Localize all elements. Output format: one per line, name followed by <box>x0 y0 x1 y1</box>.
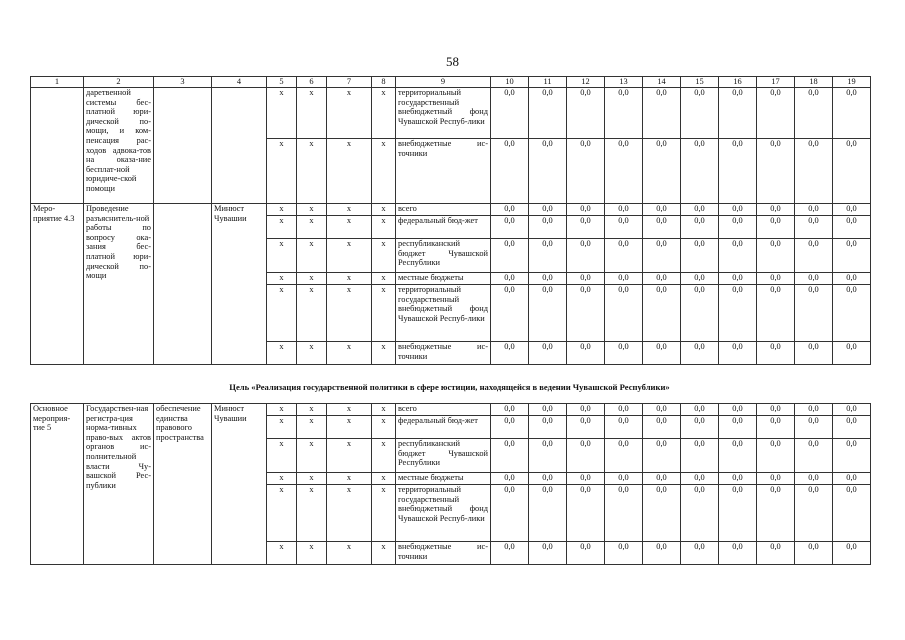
value-cell: 0,0 <box>491 285 529 342</box>
funding-source: внебюджетные ис-точники <box>396 542 491 565</box>
value-cell: 0,0 <box>795 273 833 285</box>
funding-source: территориальный государственный внебюджетный фонд Чувашской Респуб-лики <box>396 88 491 139</box>
value-cell: 0,0 <box>833 342 871 365</box>
value-cell: 0,0 <box>833 216 871 239</box>
mark-cell: х <box>267 139 297 204</box>
value-cell: 0,0 <box>643 216 681 239</box>
value-cell: 0,0 <box>719 342 757 365</box>
value-cell: 0,0 <box>833 439 871 473</box>
value-cell: 0,0 <box>643 416 681 439</box>
header-cell: 3 <box>154 77 212 88</box>
value-cell: 0,0 <box>567 239 605 273</box>
value-cell: 0,0 <box>795 485 833 542</box>
value-cell: 0,0 <box>567 285 605 342</box>
value-cell: 0,0 <box>643 473 681 485</box>
mark-cell: х <box>372 473 396 485</box>
value-cell: 0,0 <box>719 216 757 239</box>
header-cell: 15 <box>681 77 719 88</box>
mark-cell: х <box>297 204 327 216</box>
value-cell: 0,0 <box>605 404 643 416</box>
page-number: 58 <box>446 54 459 69</box>
value-cell: 0,0 <box>757 439 795 473</box>
mark-cell: х <box>297 139 327 204</box>
value-cell: 0,0 <box>605 485 643 542</box>
mark-cell: х <box>297 239 327 273</box>
value-cell: 0,0 <box>795 239 833 273</box>
value-cell: 0,0 <box>491 485 529 542</box>
table-row <box>31 404 871 416</box>
funding-source: всего <box>396 404 491 416</box>
value-cell: 0,0 <box>491 473 529 485</box>
mark-cell: х <box>372 216 396 239</box>
value-cell: 0,0 <box>491 416 529 439</box>
value-cell: 0,0 <box>529 139 567 204</box>
value-cell: 0,0 <box>719 416 757 439</box>
value-cell: 0,0 <box>529 273 567 285</box>
value-cell: 0,0 <box>719 239 757 273</box>
value-cell: 0,0 <box>795 216 833 239</box>
value-cell: 0,0 <box>605 216 643 239</box>
value-cell: 0,0 <box>643 542 681 565</box>
event-number-cell: Основное мероприя-тие 5 <box>31 404 84 565</box>
value-cell: 0,0 <box>795 139 833 204</box>
value-cell: 0,0 <box>643 139 681 204</box>
value-cell: 0,0 <box>795 473 833 485</box>
mark-cell: х <box>327 204 372 216</box>
value-cell: 0,0 <box>833 273 871 285</box>
value-cell: 0,0 <box>681 239 719 273</box>
value-cell: 0,0 <box>757 404 795 416</box>
header-row <box>31 77 871 88</box>
value-cell: 0,0 <box>529 404 567 416</box>
mark-cell: х <box>372 485 396 542</box>
value-cell: 0,0 <box>757 88 795 139</box>
header-cell: 16 <box>719 77 757 88</box>
mark-cell: х <box>297 342 327 365</box>
funding-source: территориальный государственный внебюджетный фонд Чувашской Респуб-лики <box>396 285 491 342</box>
value-cell: 0,0 <box>681 88 719 139</box>
value-cell: 0,0 <box>833 473 871 485</box>
mark-cell: х <box>327 485 372 542</box>
mark-cell: х <box>267 88 297 139</box>
mark-cell: х <box>267 239 297 273</box>
mark-cell: х <box>327 439 372 473</box>
value-cell: 0,0 <box>567 416 605 439</box>
value-cell: 0,0 <box>719 285 757 342</box>
mark-cell: х <box>267 416 297 439</box>
value-cell: 0,0 <box>757 285 795 342</box>
mark-cell: х <box>297 439 327 473</box>
mark-cell: х <box>327 416 372 439</box>
mark-cell: х <box>267 273 297 285</box>
mark-cell: х <box>297 416 327 439</box>
mark-cell: х <box>372 404 396 416</box>
value-cell: 0,0 <box>719 439 757 473</box>
value-cell: 0,0 <box>567 485 605 542</box>
value-cell: 0,0 <box>681 485 719 542</box>
value-cell: 0,0 <box>605 239 643 273</box>
header-cell: 4 <box>212 77 267 88</box>
mark-cell: х <box>327 216 372 239</box>
value-cell: 0,0 <box>567 204 605 216</box>
mark-cell: х <box>372 204 396 216</box>
value-cell: 0,0 <box>491 239 529 273</box>
funding-source: всего <box>396 204 491 216</box>
table-row <box>31 88 871 139</box>
result-cell <box>154 204 212 365</box>
value-cell: 0,0 <box>719 404 757 416</box>
value-cell: 0,0 <box>719 204 757 216</box>
value-cell: 0,0 <box>567 404 605 416</box>
value-cell: 0,0 <box>757 139 795 204</box>
header-cell: 7 <box>327 77 372 88</box>
value-cell: 0,0 <box>757 485 795 542</box>
mark-cell: х <box>297 273 327 285</box>
value-cell: 0,0 <box>491 88 529 139</box>
header-cell: 13 <box>605 77 643 88</box>
value-cell: 0,0 <box>529 239 567 273</box>
value-cell: 0,0 <box>491 204 529 216</box>
mark-cell: х <box>267 285 297 342</box>
value-cell: 0,0 <box>757 416 795 439</box>
value-cell: 0,0 <box>757 342 795 365</box>
value-cell: 0,0 <box>757 273 795 285</box>
executor-cell: Минюст Чувашии <box>212 404 267 565</box>
executor-cell: Минюст Чувашии <box>212 204 267 365</box>
mark-cell: х <box>372 416 396 439</box>
value-cell: 0,0 <box>719 473 757 485</box>
mark-cell: х <box>297 88 327 139</box>
value-cell: 0,0 <box>643 342 681 365</box>
event-name-cell: даретвенной системы бес-платной юри-дической по-мощи, и ком-пенсация рас-ходов адвока-тов на оказа-ние бесплат-ной юридиче-ской помощи <box>84 88 154 204</box>
value-cell: 0,0 <box>529 88 567 139</box>
mark-cell: х <box>327 239 372 273</box>
value-cell: 0,0 <box>833 485 871 542</box>
mark-cell: х <box>297 485 327 542</box>
value-cell: 0,0 <box>643 204 681 216</box>
value-cell: 0,0 <box>833 204 871 216</box>
funding-source: республиканский бюджет Чувашской Республики <box>396 439 491 473</box>
value-cell: 0,0 <box>567 139 605 204</box>
value-cell: 0,0 <box>605 139 643 204</box>
value-cell: 0,0 <box>681 139 719 204</box>
value-cell: 0,0 <box>795 342 833 365</box>
mark-cell: х <box>372 439 396 473</box>
value-cell: 0,0 <box>605 542 643 565</box>
value-cell: 0,0 <box>681 416 719 439</box>
mark-cell: х <box>267 404 297 416</box>
value-cell: 0,0 <box>529 285 567 342</box>
executor-cell <box>212 88 267 204</box>
value-cell: 0,0 <box>605 88 643 139</box>
value-cell: 0,0 <box>567 88 605 139</box>
mark-cell: х <box>327 473 372 485</box>
mark-cell: х <box>327 285 372 342</box>
value-cell: 0,0 <box>605 416 643 439</box>
header-cell: 11 <box>529 77 567 88</box>
value-cell: 0,0 <box>567 216 605 239</box>
header-cell: 9 <box>396 77 491 88</box>
funding-source: внебюджетные ис-точники <box>396 139 491 204</box>
value-cell: 0,0 <box>529 485 567 542</box>
mark-cell: х <box>327 404 372 416</box>
value-cell: 0,0 <box>567 273 605 285</box>
value-cell: 0,0 <box>795 416 833 439</box>
value-cell: 0,0 <box>833 139 871 204</box>
value-cell: 0,0 <box>681 404 719 416</box>
value-cell: 0,0 <box>833 88 871 139</box>
value-cell: 0,0 <box>605 473 643 485</box>
value-cell: 0,0 <box>567 342 605 365</box>
value-cell: 0,0 <box>719 273 757 285</box>
goal-heading: Цель «Реализация государственной политики в сфере юстиции, находящейся в ведении Чувашской Республики» <box>229 382 670 392</box>
funding-source: местные бюджеты <box>396 473 491 485</box>
mark-cell: х <box>327 273 372 285</box>
value-cell: 0,0 <box>795 439 833 473</box>
mark-cell: х <box>372 542 396 565</box>
value-cell: 0,0 <box>681 204 719 216</box>
header-cell: 8 <box>372 77 396 88</box>
funding-source: местные бюджеты <box>396 273 491 285</box>
mark-cell: х <box>327 139 372 204</box>
event-number-cell <box>31 88 84 204</box>
value-cell: 0,0 <box>719 542 757 565</box>
value-cell: 0,0 <box>833 404 871 416</box>
value-cell: 0,0 <box>795 204 833 216</box>
mark-cell: х <box>267 342 297 365</box>
value-cell: 0,0 <box>719 88 757 139</box>
value-cell: 0,0 <box>491 439 529 473</box>
value-cell: 0,0 <box>491 273 529 285</box>
value-cell: 0,0 <box>719 139 757 204</box>
mark-cell: х <box>297 473 327 485</box>
value-cell: 0,0 <box>643 439 681 473</box>
mark-cell: х <box>372 88 396 139</box>
funding-source: федеральный бюд-жет <box>396 216 491 239</box>
mark-cell: х <box>327 88 372 139</box>
value-cell: 0,0 <box>529 473 567 485</box>
program-table-upper <box>30 76 871 365</box>
value-cell: 0,0 <box>795 542 833 565</box>
value-cell: 0,0 <box>529 204 567 216</box>
value-cell: 0,0 <box>605 342 643 365</box>
header-cell: 10 <box>491 77 529 88</box>
mark-cell: х <box>327 542 372 565</box>
value-cell: 0,0 <box>529 416 567 439</box>
mark-cell: х <box>327 342 372 365</box>
value-cell: 0,0 <box>605 273 643 285</box>
value-cell: 0,0 <box>491 404 529 416</box>
funding-source: внебюджетные ис-точники <box>396 342 491 365</box>
value-cell: 0,0 <box>681 542 719 565</box>
header-cell: 18 <box>795 77 833 88</box>
value-cell: 0,0 <box>605 204 643 216</box>
value-cell: 0,0 <box>833 285 871 342</box>
mark-cell: х <box>267 473 297 485</box>
value-cell: 0,0 <box>681 216 719 239</box>
value-cell: 0,0 <box>643 485 681 542</box>
value-cell: 0,0 <box>605 285 643 342</box>
value-cell: 0,0 <box>719 485 757 542</box>
value-cell: 0,0 <box>643 239 681 273</box>
mark-cell: х <box>372 273 396 285</box>
funding-source: республиканский бюджет Чувашской Республики <box>396 239 491 273</box>
header-cell: 2 <box>84 77 154 88</box>
value-cell: 0,0 <box>529 542 567 565</box>
result-cell <box>154 88 212 204</box>
value-cell: 0,0 <box>795 88 833 139</box>
value-cell: 0,0 <box>681 285 719 342</box>
value-cell: 0,0 <box>681 273 719 285</box>
header-cell: 12 <box>567 77 605 88</box>
header-cell: 19 <box>833 77 871 88</box>
value-cell: 0,0 <box>491 542 529 565</box>
header-cell: 1 <box>31 77 84 88</box>
value-cell: 0,0 <box>757 473 795 485</box>
value-cell: 0,0 <box>529 216 567 239</box>
value-cell: 0,0 <box>643 273 681 285</box>
value-cell: 0,0 <box>757 542 795 565</box>
value-cell: 0,0 <box>757 216 795 239</box>
value-cell: 0,0 <box>643 88 681 139</box>
mark-cell: х <box>372 342 396 365</box>
mark-cell: х <box>372 239 396 273</box>
mark-cell: х <box>297 216 327 239</box>
funding-source: территориальный государственный внебюджетный фонд Чувашской Респуб-лики <box>396 485 491 542</box>
value-cell: 0,0 <box>757 204 795 216</box>
mark-cell: х <box>372 139 396 204</box>
value-cell: 0,0 <box>605 439 643 473</box>
funding-source: федеральный бюд-жет <box>396 416 491 439</box>
value-cell: 0,0 <box>529 342 567 365</box>
value-cell: 0,0 <box>643 285 681 342</box>
value-cell: 0,0 <box>491 216 529 239</box>
header-cell: 6 <box>297 77 327 88</box>
header-cell: 5 <box>267 77 297 88</box>
mark-cell: х <box>297 542 327 565</box>
value-cell: 0,0 <box>529 439 567 473</box>
mark-cell: х <box>297 285 327 342</box>
event-name-cell: Государствен-ная регистра-ция норма-тивных право-вых актов органов ис-полнительной власти Чу-вашской Рес-публики <box>84 404 154 565</box>
mark-cell: х <box>297 404 327 416</box>
mark-cell: х <box>372 285 396 342</box>
mark-cell: х <box>267 542 297 565</box>
value-cell: 0,0 <box>491 342 529 365</box>
value-cell: 0,0 <box>833 239 871 273</box>
value-cell: 0,0 <box>567 439 605 473</box>
value-cell: 0,0 <box>681 439 719 473</box>
value-cell: 0,0 <box>795 285 833 342</box>
event-number-cell: Меро-приятие 4.3 <box>31 204 84 365</box>
value-cell: 0,0 <box>567 542 605 565</box>
value-cell: 0,0 <box>491 139 529 204</box>
value-cell: 0,0 <box>567 473 605 485</box>
value-cell: 0,0 <box>833 416 871 439</box>
mark-cell: х <box>267 439 297 473</box>
table-row <box>31 204 871 216</box>
value-cell: 0,0 <box>833 542 871 565</box>
program-table-lower <box>30 403 871 565</box>
header-cell: 14 <box>643 77 681 88</box>
header-cell: 17 <box>757 77 795 88</box>
value-cell: 0,0 <box>643 404 681 416</box>
result-cell: обеспечение единства правового пространства <box>154 404 212 565</box>
value-cell: 0,0 <box>681 473 719 485</box>
value-cell: 0,0 <box>681 342 719 365</box>
mark-cell: х <box>267 204 297 216</box>
value-cell: 0,0 <box>757 239 795 273</box>
mark-cell: х <box>267 216 297 239</box>
mark-cell: х <box>267 485 297 542</box>
value-cell: 0,0 <box>795 404 833 416</box>
event-name-cell: Проведение разъяснитель-ной работы по вопросу ока-зания бес-платной юри-дической по-мощи <box>84 204 154 365</box>
